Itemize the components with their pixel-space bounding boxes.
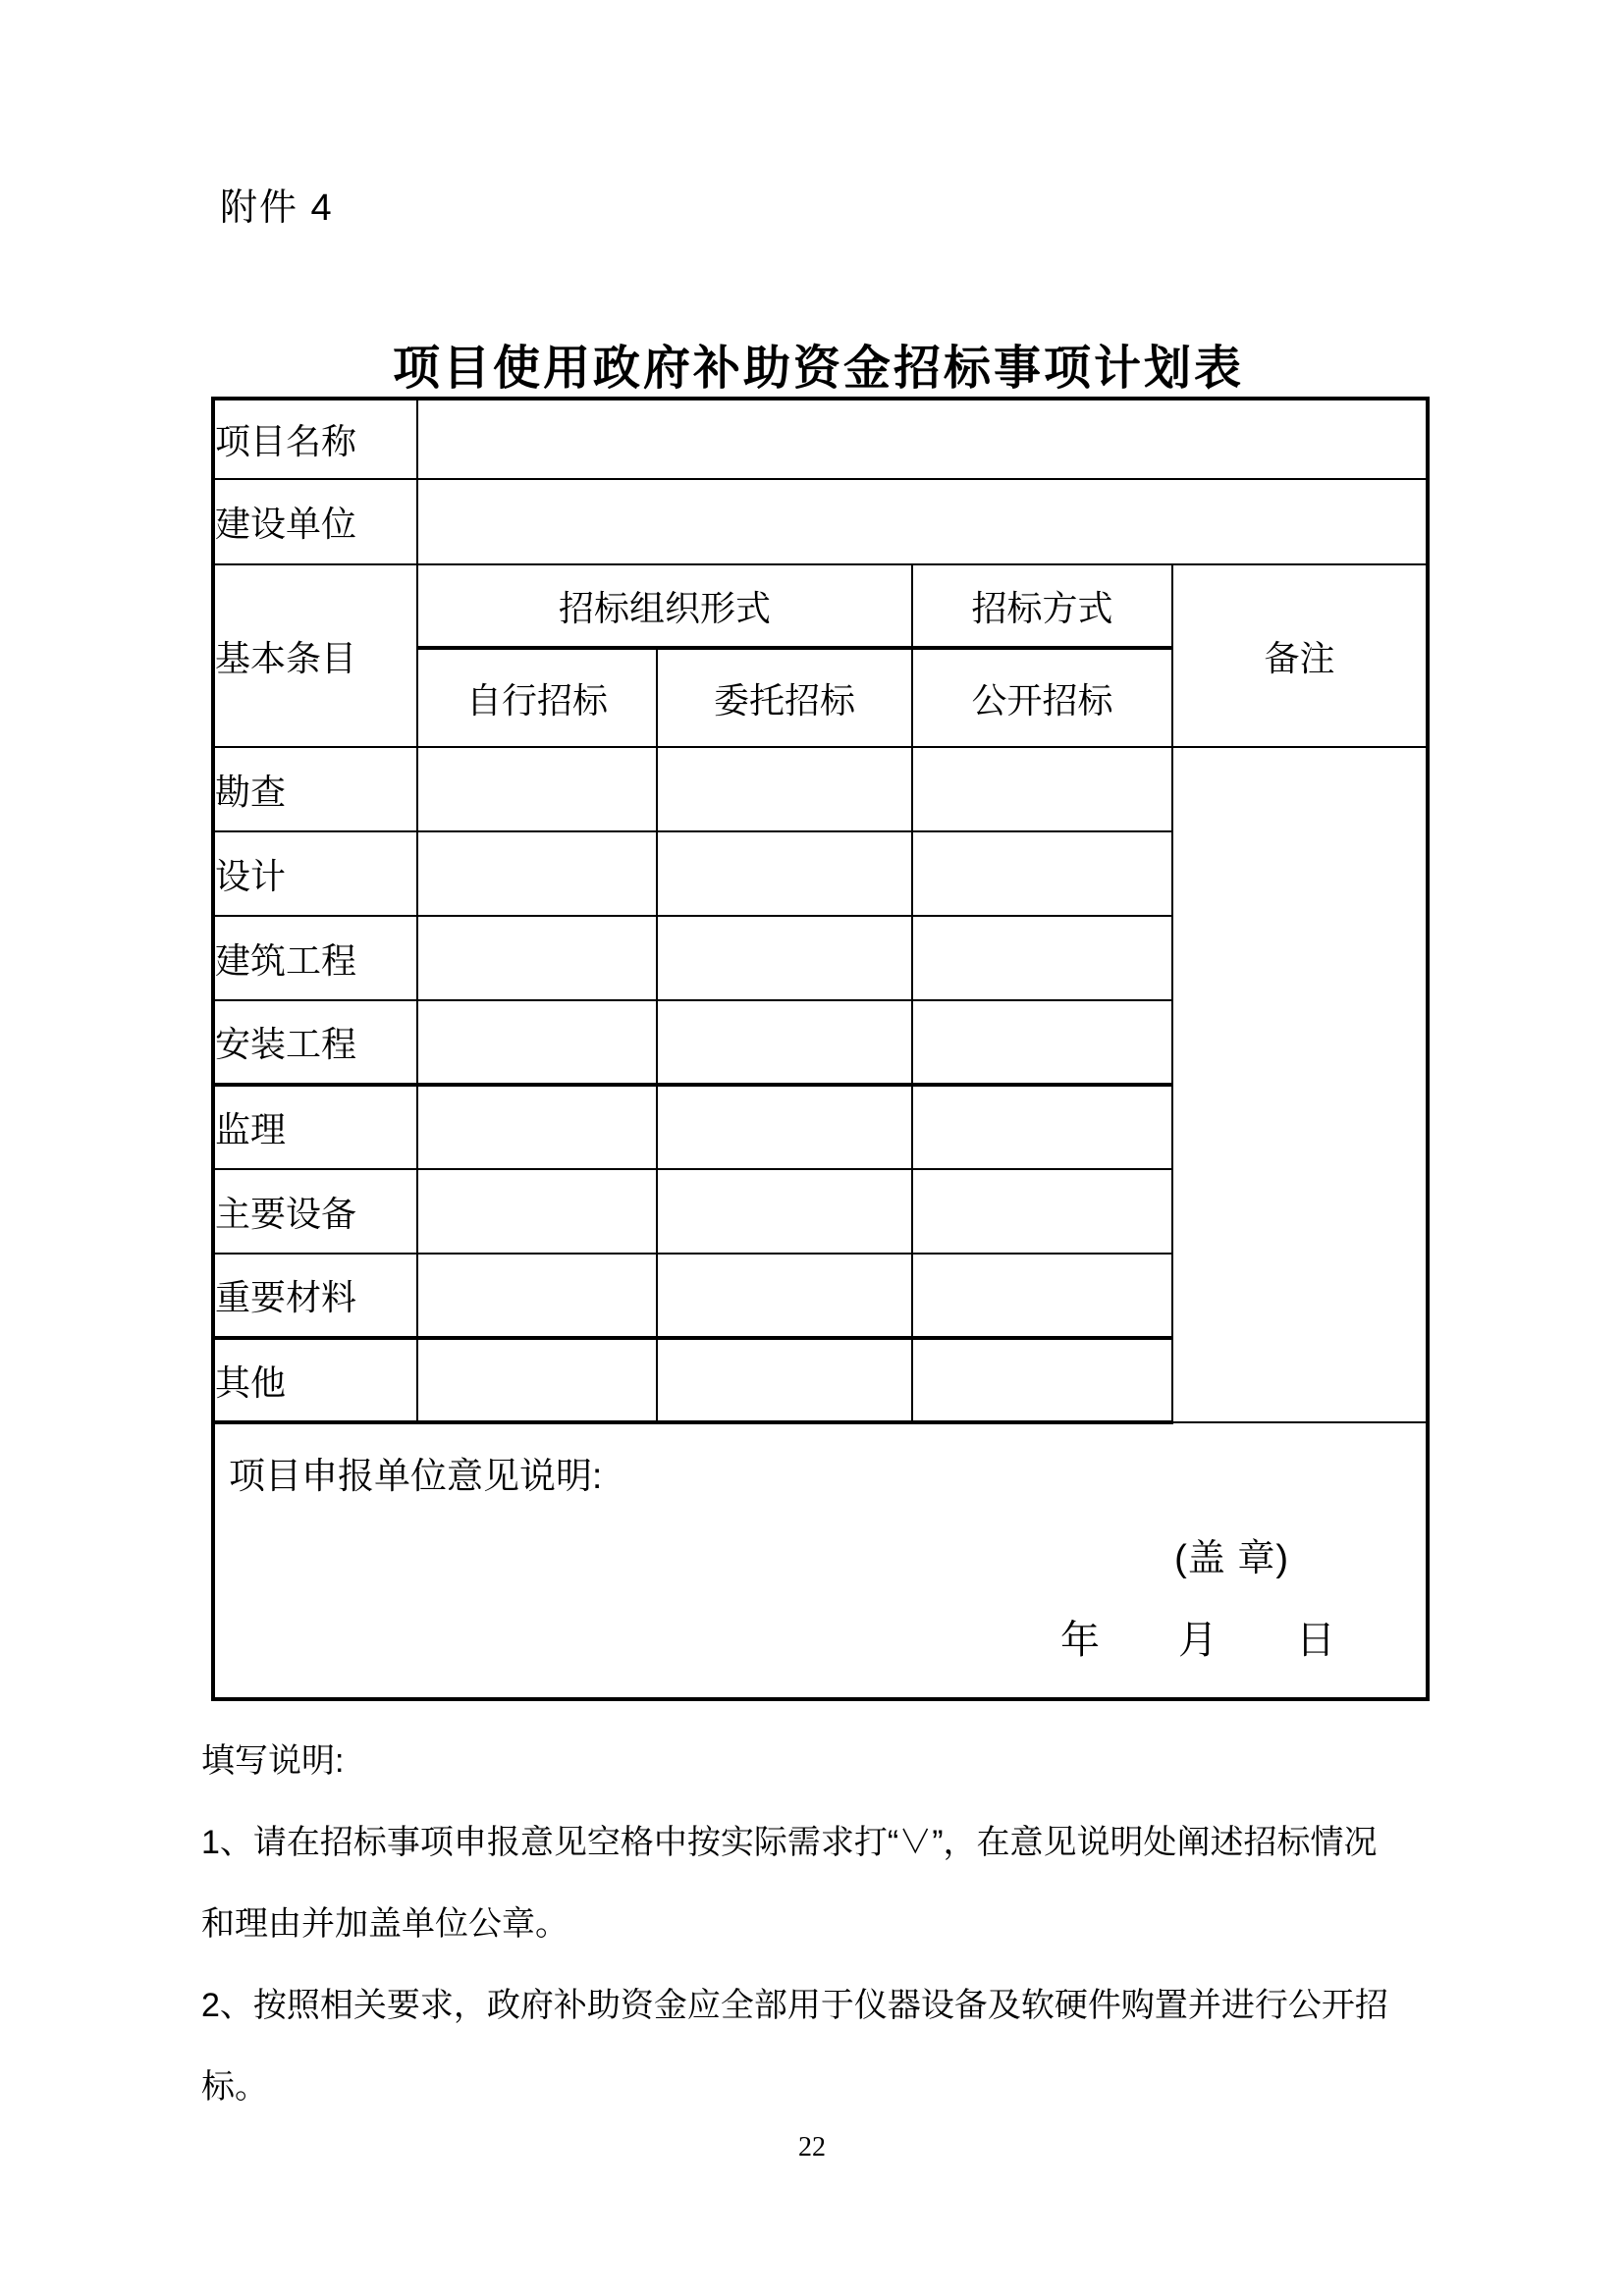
self-bid-header: 自行招标 — [417, 648, 657, 747]
table-row-project-name — [213, 399, 1428, 479]
basic-item-label: 监理 — [213, 1085, 417, 1169]
cell-survey-self-bid[interactable] — [417, 747, 657, 831]
basic-items-header: 基本条目 — [213, 564, 417, 747]
cell-other-self-bid[interactable] — [417, 1338, 657, 1422]
instruction-line: 标。 — [201, 2068, 268, 2106]
cell-remarks-body[interactable] — [1172, 747, 1428, 1422]
cell-equipment-open-bid[interactable] — [912, 1169, 1172, 1254]
cell-equipment-self-bid[interactable] — [417, 1169, 657, 1254]
cell-design-self-bid[interactable] — [417, 831, 657, 916]
basic-item-label: 主要设备 — [213, 1169, 417, 1254]
cell-materials-delegate-bid[interactable] — [657, 1254, 912, 1338]
org-form-header: 招标组织形式 — [417, 564, 912, 648]
cell-other-delegate-bid[interactable] — [657, 1338, 912, 1422]
cell-construction-delegate-bid[interactable] — [657, 916, 912, 1000]
cell-equipment-delegate-bid[interactable] — [657, 1169, 912, 1254]
instructions-heading: 填写说明: — [201, 1742, 345, 1780]
cell-construction-self-bid[interactable] — [417, 916, 657, 1000]
basic-item-label: 安装工程 — [213, 1000, 417, 1085]
instruction-line: 2、按照相关要求，政府补助资金应全部用于仪器设备及软硬件购置并进行公开招 — [201, 1987, 1388, 2024]
page-title: 项目使用政府补助资金招标事项计划表 — [392, 343, 1244, 395]
cell-installation-delegate-bid[interactable] — [657, 1000, 912, 1085]
build-unit-label: 建设单位 — [213, 479, 417, 564]
bidding-plan-table — [211, 397, 1430, 1701]
page-number: 22 — [798, 2132, 826, 2163]
seal-placeholder: (盖 章) — [1174, 1538, 1289, 1579]
remarks-header: 备注 — [1172, 564, 1428, 747]
attachment-label: 附件 4 — [220, 187, 334, 229]
cell-construction-open-bid[interactable] — [912, 916, 1172, 1000]
cell-design-open-bid[interactable] — [912, 831, 1172, 916]
cell-survey-delegate-bid[interactable] — [657, 747, 912, 831]
instruction-line: 1、请在招标事项申报意见空格中按实际需求打“∨”，在意见说明处阐述招标情况 — [201, 1824, 1378, 1861]
project-name-field[interactable] — [417, 399, 1428, 479]
cell-materials-self-bid[interactable] — [417, 1254, 657, 1338]
table-row-opinion — [213, 1422, 1428, 1699]
table-row-build-unit — [213, 479, 1428, 564]
open-bid-header: 公开招标 — [912, 648, 1172, 747]
opinion-label: 项目申报单位意见说明: — [229, 1456, 603, 1496]
build-unit-field[interactable] — [417, 479, 1428, 564]
project-name-label: 项目名称 — [213, 399, 417, 479]
fill-in-instructions — [201, 1721, 1438, 2128]
date-placeholder: 年 月 日 — [1060, 1619, 1335, 1662]
cell-installation-open-bid[interactable] — [912, 1000, 1172, 1085]
cell-materials-open-bid[interactable] — [912, 1254, 1172, 1338]
cell-other-open-bid[interactable] — [912, 1338, 1172, 1422]
cell-design-delegate-bid[interactable] — [657, 831, 912, 916]
basic-item-label: 勘查 — [213, 747, 417, 831]
bid-method-header: 招标方式 — [912, 564, 1172, 648]
basic-item-label: 设计 — [213, 831, 417, 916]
table-row-survey — [213, 747, 1428, 831]
basic-item-label: 重要材料 — [213, 1254, 417, 1338]
cell-supervision-delegate-bid[interactable] — [657, 1085, 912, 1169]
delegate-bid-header: 委托招标 — [657, 648, 912, 747]
cell-survey-open-bid[interactable] — [912, 747, 1172, 831]
opinion-cell[interactable] — [213, 1422, 1428, 1699]
table-header-row-1 — [213, 564, 1428, 648]
cell-supervision-self-bid[interactable] — [417, 1085, 657, 1169]
basic-item-label: 其他 — [213, 1338, 417, 1422]
basic-item-label: 建筑工程 — [213, 916, 417, 1000]
cell-installation-self-bid[interactable] — [417, 1000, 657, 1085]
instruction-line: 和理由并加盖单位公章。 — [201, 1905, 568, 1943]
cell-supervision-open-bid[interactable] — [912, 1085, 1172, 1169]
